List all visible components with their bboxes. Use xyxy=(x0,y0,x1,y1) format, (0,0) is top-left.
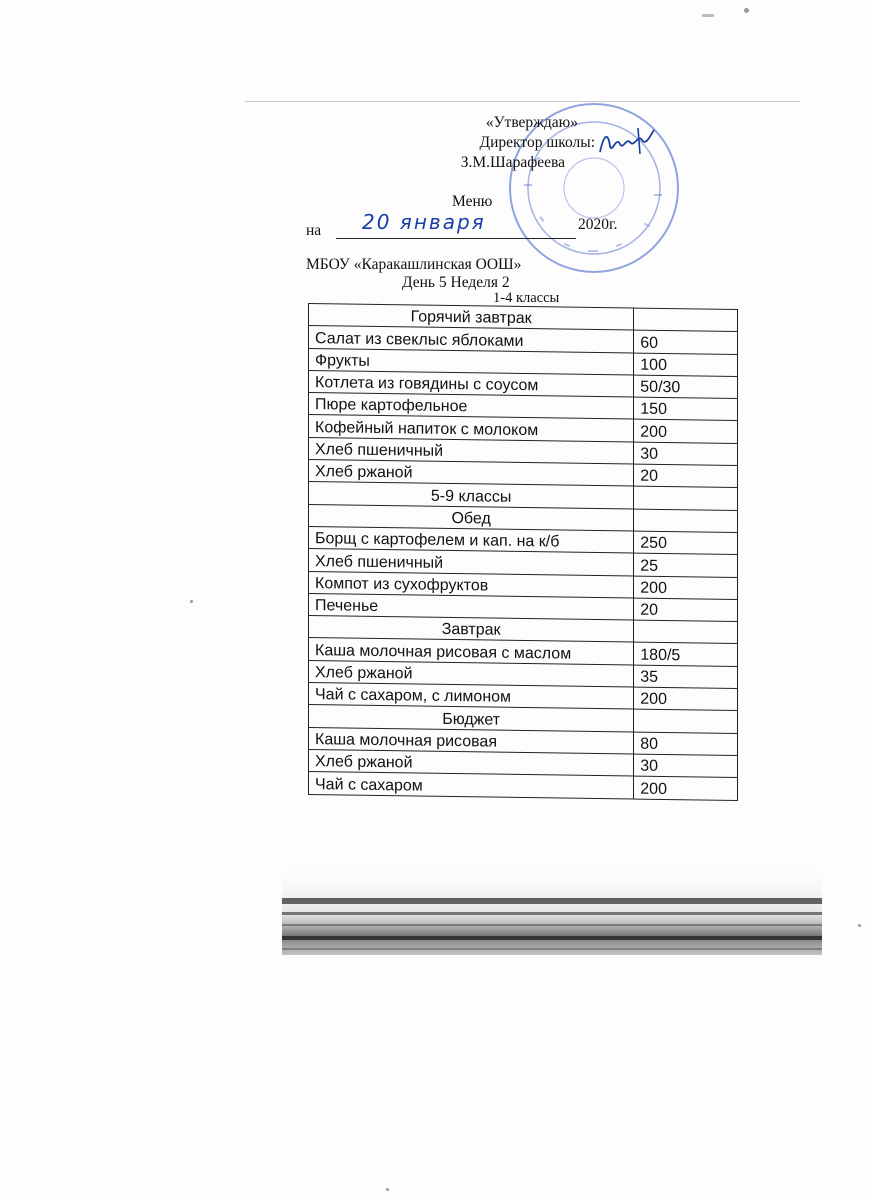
dish-name: Хлеб пшеничный xyxy=(309,549,634,576)
organization-block xyxy=(306,256,521,292)
portion-amount: 250 xyxy=(634,531,738,555)
director-signature xyxy=(596,124,656,160)
section-title: Завтрак xyxy=(309,616,634,643)
portion-amount xyxy=(634,509,738,533)
section-title: Горячий завтрак xyxy=(309,304,634,331)
date-prefix: на xyxy=(306,222,322,239)
day-week: День 5 Неделя 2 xyxy=(402,274,510,291)
section-title: Обед xyxy=(309,504,634,531)
dish-name: Хлеб ржаной xyxy=(309,460,634,487)
scan-speck xyxy=(858,924,861,927)
dish-name: Салат из свеклыс яблоками xyxy=(309,326,634,353)
dish-name: Фрукты xyxy=(309,348,634,375)
menu-table-body xyxy=(309,304,738,801)
portion-amount: 30 xyxy=(634,442,738,466)
dish-name: Компот из сухофруктов xyxy=(309,571,634,598)
scan-speck xyxy=(744,8,749,13)
portion-amount: 100 xyxy=(634,353,738,377)
grade-1-4-title: 1-4 классы xyxy=(493,290,560,306)
dish-name: Каша молочная рисовая xyxy=(309,727,634,754)
portion-amount: 200 xyxy=(634,576,738,600)
portion-amount: 50/30 xyxy=(634,375,738,399)
director-name: З.М.Шарафеева xyxy=(460,154,565,171)
portion-amount xyxy=(634,620,738,644)
portion-amount: 150 xyxy=(634,397,738,421)
portion-amount: 25 xyxy=(634,553,738,577)
dish-name: Хлеб ржаной xyxy=(309,660,634,687)
portion-amount: 200 xyxy=(634,687,738,711)
menu-date-line xyxy=(306,210,636,242)
dish-name: Кофейный напиток с молоком xyxy=(309,415,634,442)
portion-amount xyxy=(634,308,738,332)
portion-amount: 80 xyxy=(634,732,738,756)
portion-amount xyxy=(634,486,738,510)
section-title: 5-9 классы xyxy=(309,482,634,509)
scan-artifact xyxy=(282,820,822,955)
portion-amount: 20 xyxy=(634,464,738,488)
organization-name: МБОУ «Каракашлинская ООШ» xyxy=(306,256,522,273)
director-label: Директор школы: xyxy=(479,134,595,151)
approve-label: «Утверждаю» xyxy=(485,114,578,131)
dish-name: Печенье xyxy=(309,593,634,620)
dish-name: Чай с сахаром, с лимоном xyxy=(309,683,634,710)
portion-amount: 180/5 xyxy=(634,643,738,667)
menu-item-row xyxy=(309,772,738,800)
menu-table xyxy=(308,303,738,801)
portion-amount xyxy=(634,709,738,733)
dish-name: Пюре картофельное xyxy=(309,393,634,420)
portion-amount: 35 xyxy=(634,665,738,689)
portion-amount: 30 xyxy=(634,754,738,778)
menu-title: Меню xyxy=(452,193,493,210)
dish-name: Хлеб ржаной xyxy=(309,749,634,776)
portion-amount: 200 xyxy=(634,420,738,444)
dish-name: Чай с сахаром xyxy=(309,772,634,799)
dish-name: Котлета из говядины с соусом xyxy=(309,370,634,397)
date-underline xyxy=(336,238,576,239)
dish-name: Хлеб пшеничный xyxy=(309,437,634,464)
portion-amount: 20 xyxy=(634,598,738,622)
handwritten-date: 20 января xyxy=(362,210,486,234)
approval-block xyxy=(440,113,620,173)
date-year: 2020г. xyxy=(578,216,618,233)
dish-name: Каша молочная рисовая с маслом xyxy=(309,638,634,665)
dish-name: Борщ с картофелем и кап. на к/б xyxy=(309,526,634,553)
portion-amount: 60 xyxy=(634,330,738,354)
section-title: Бюджет xyxy=(309,705,634,732)
scan-speck xyxy=(386,1188,389,1191)
scan-speck xyxy=(702,14,714,17)
portion-amount: 200 xyxy=(634,776,738,800)
scan-speck xyxy=(190,600,193,603)
